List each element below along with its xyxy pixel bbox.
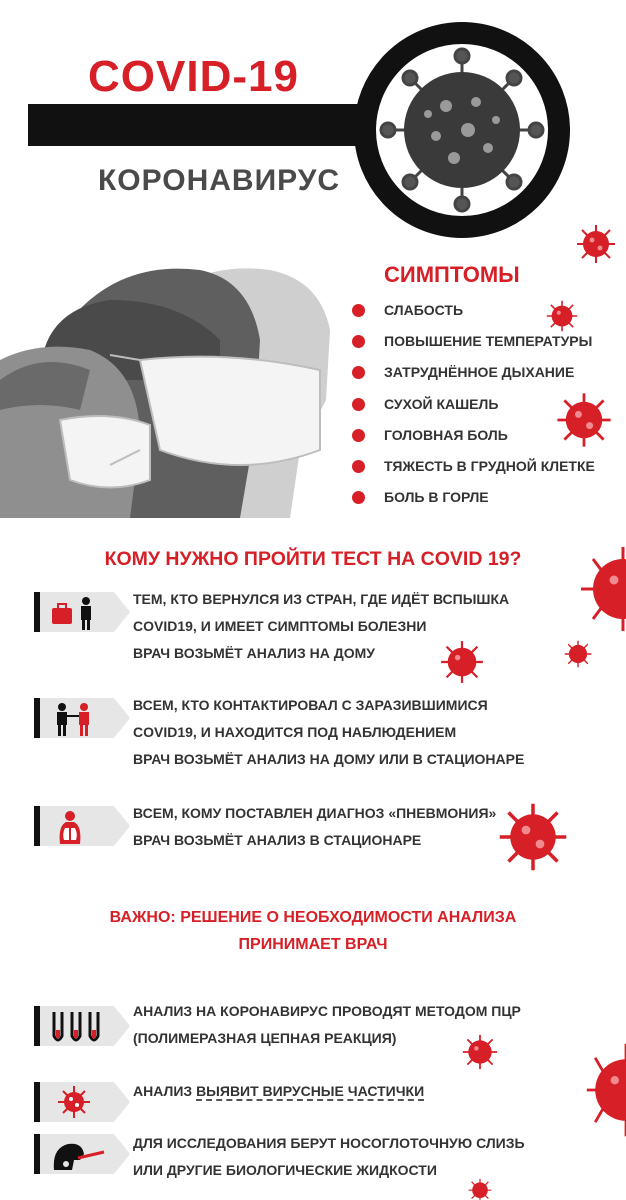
test-section-title: КОМУ НУЖНО ПРОЙТИ ТЕСТ НА COVID 19? [104, 548, 522, 570]
virus-decoration-icon [462, 1034, 498, 1070]
symptom-label: СЛАБОСТЬ [384, 302, 464, 318]
magnifier-handle-bar [28, 104, 396, 146]
coronavirus-icon [376, 44, 548, 216]
magnifier-lens [354, 22, 570, 238]
text-line: ВРАЧ ВОЗЬМЁТ АНАЛИЗ НА ДОМУ [133, 645, 375, 661]
text-line: ВРАЧ ВОЗЬМЁТ АНАЛИЗ НА ДОМУ ИЛИ В СТАЦИОНАРЕ [133, 751, 525, 767]
text-line: COVID19, И НАХОДИТСЯ ПОД НАБЛЮДЕНИЕМ [133, 724, 457, 740]
text-line: ТЕМ, КТО ВЕРНУЛСЯ ИЗ СТРАН, ГДЕ ИДЁТ ВСПЫШКА [133, 591, 510, 607]
symptom-item [352, 487, 489, 507]
symptom-item [352, 300, 463, 320]
contact-icon [34, 698, 130, 738]
symptom-item [352, 425, 508, 445]
symptom-label: ГОЛОВНАЯ БОЛЬ [384, 427, 508, 443]
important-line: ПРИНИМАЕТ ВРАЧ [238, 936, 388, 953]
virus-decoration-icon [556, 392, 612, 448]
text-line: ВРАЧ ВОЗЬМЁТ АНАЛИЗ В СТАЦИОНАРЕ [133, 832, 422, 848]
symptoms-title: СИМПТОМЫ [384, 262, 520, 287]
symptom-label: ПОВЫШЕНИЕ ТЕМПЕРАТУРЫ [384, 333, 593, 349]
virus-decoration-icon [576, 224, 616, 264]
text-line: АНАЛИЗ [133, 1083, 197, 1099]
text-line: ИЛИ ДРУГИЕ БИОЛОГИЧЕСКИЕ ЖИДКОСТИ [133, 1162, 437, 1178]
symptom-label: БОЛЬ В ГОРЛЕ [384, 489, 489, 505]
important-note [0, 904, 626, 958]
symptom-item [352, 394, 498, 414]
sample-text [133, 1130, 525, 1184]
text-line: ВСЕМ, КТО КОНТАКТИРОВАЛ С ЗАРАЗИВШИМИСЯ [133, 697, 488, 713]
symptom-item [352, 331, 592, 351]
nasal-swab-icon [34, 1134, 130, 1174]
underlined-text: ВЫЯВИТ ВИРУСНЫЕ ЧАСТИЧКИ [196, 1083, 425, 1099]
virus-decoration-icon [468, 1178, 492, 1200]
virus-decoration-icon [440, 640, 484, 684]
text-line: COVID19, И ИМЕЕТ СИМПТОМЫ БОЛЕЗНИ [133, 618, 427, 634]
virus-decoration-icon [546, 300, 578, 332]
symptom-label: СУХОЙ КАШЕЛЬ [384, 396, 499, 412]
bullet-dot [352, 460, 365, 473]
text-line: ВСЕМ, КОМУ ПОСТАВЛЕН ДИАГНОЗ «ПНЕВМОНИЯ» [133, 805, 497, 821]
lungs-icon [34, 806, 130, 846]
symptom-label: ЗАТРУДНЁННОЕ ДЫХАНИЕ [384, 364, 575, 380]
detect-text [133, 1078, 424, 1105]
people-in-masks-illustration [0, 250, 340, 518]
symptom-item [352, 362, 574, 382]
bullet-dot [352, 398, 365, 411]
virus-decoration-icon [498, 802, 568, 872]
symptom-label: ТЯЖЕСТЬ В ГРУДНОЙ КЛЕТКЕ [384, 458, 595, 474]
bullet-dot [352, 429, 365, 442]
bullet-dot [352, 304, 365, 317]
virus-decoration-icon [578, 544, 626, 634]
bullet-dot [352, 491, 365, 504]
virus-decoration-icon [584, 1040, 626, 1140]
traveler-icon [34, 592, 130, 632]
page-subtitle: КОРОНАВИРУС [98, 164, 341, 197]
test-group-text [133, 692, 524, 773]
test-group-text [133, 800, 496, 854]
text-line: АНАЛИЗ НА КОРОНАВИРУС ПРОВОДЯТ МЕТОДОМ ПЦР [133, 1003, 521, 1019]
bullet-dot [352, 335, 365, 348]
important-line: ВАЖНО: РЕШЕНИЕ О НЕОБХОДИМОСТИ АНАЛИЗА [109, 909, 517, 926]
virus-decoration-icon [564, 640, 592, 668]
text-line: (ПОЛИМЕРАЗНАЯ ЦЕПНАЯ РЕАКЦИЯ) [133, 1030, 397, 1046]
virus-particle-icon [34, 1082, 130, 1122]
symptom-item [352, 456, 595, 476]
text-line: ДЛЯ ИССЛЕДОВАНИЯ БЕРУТ НОСОГЛОТОЧНУЮ СЛИЗЬ [133, 1135, 525, 1151]
test-tubes-icon [34, 1006, 130, 1046]
page-title: COVID-19 [88, 52, 299, 101]
bullet-dot [352, 366, 365, 379]
